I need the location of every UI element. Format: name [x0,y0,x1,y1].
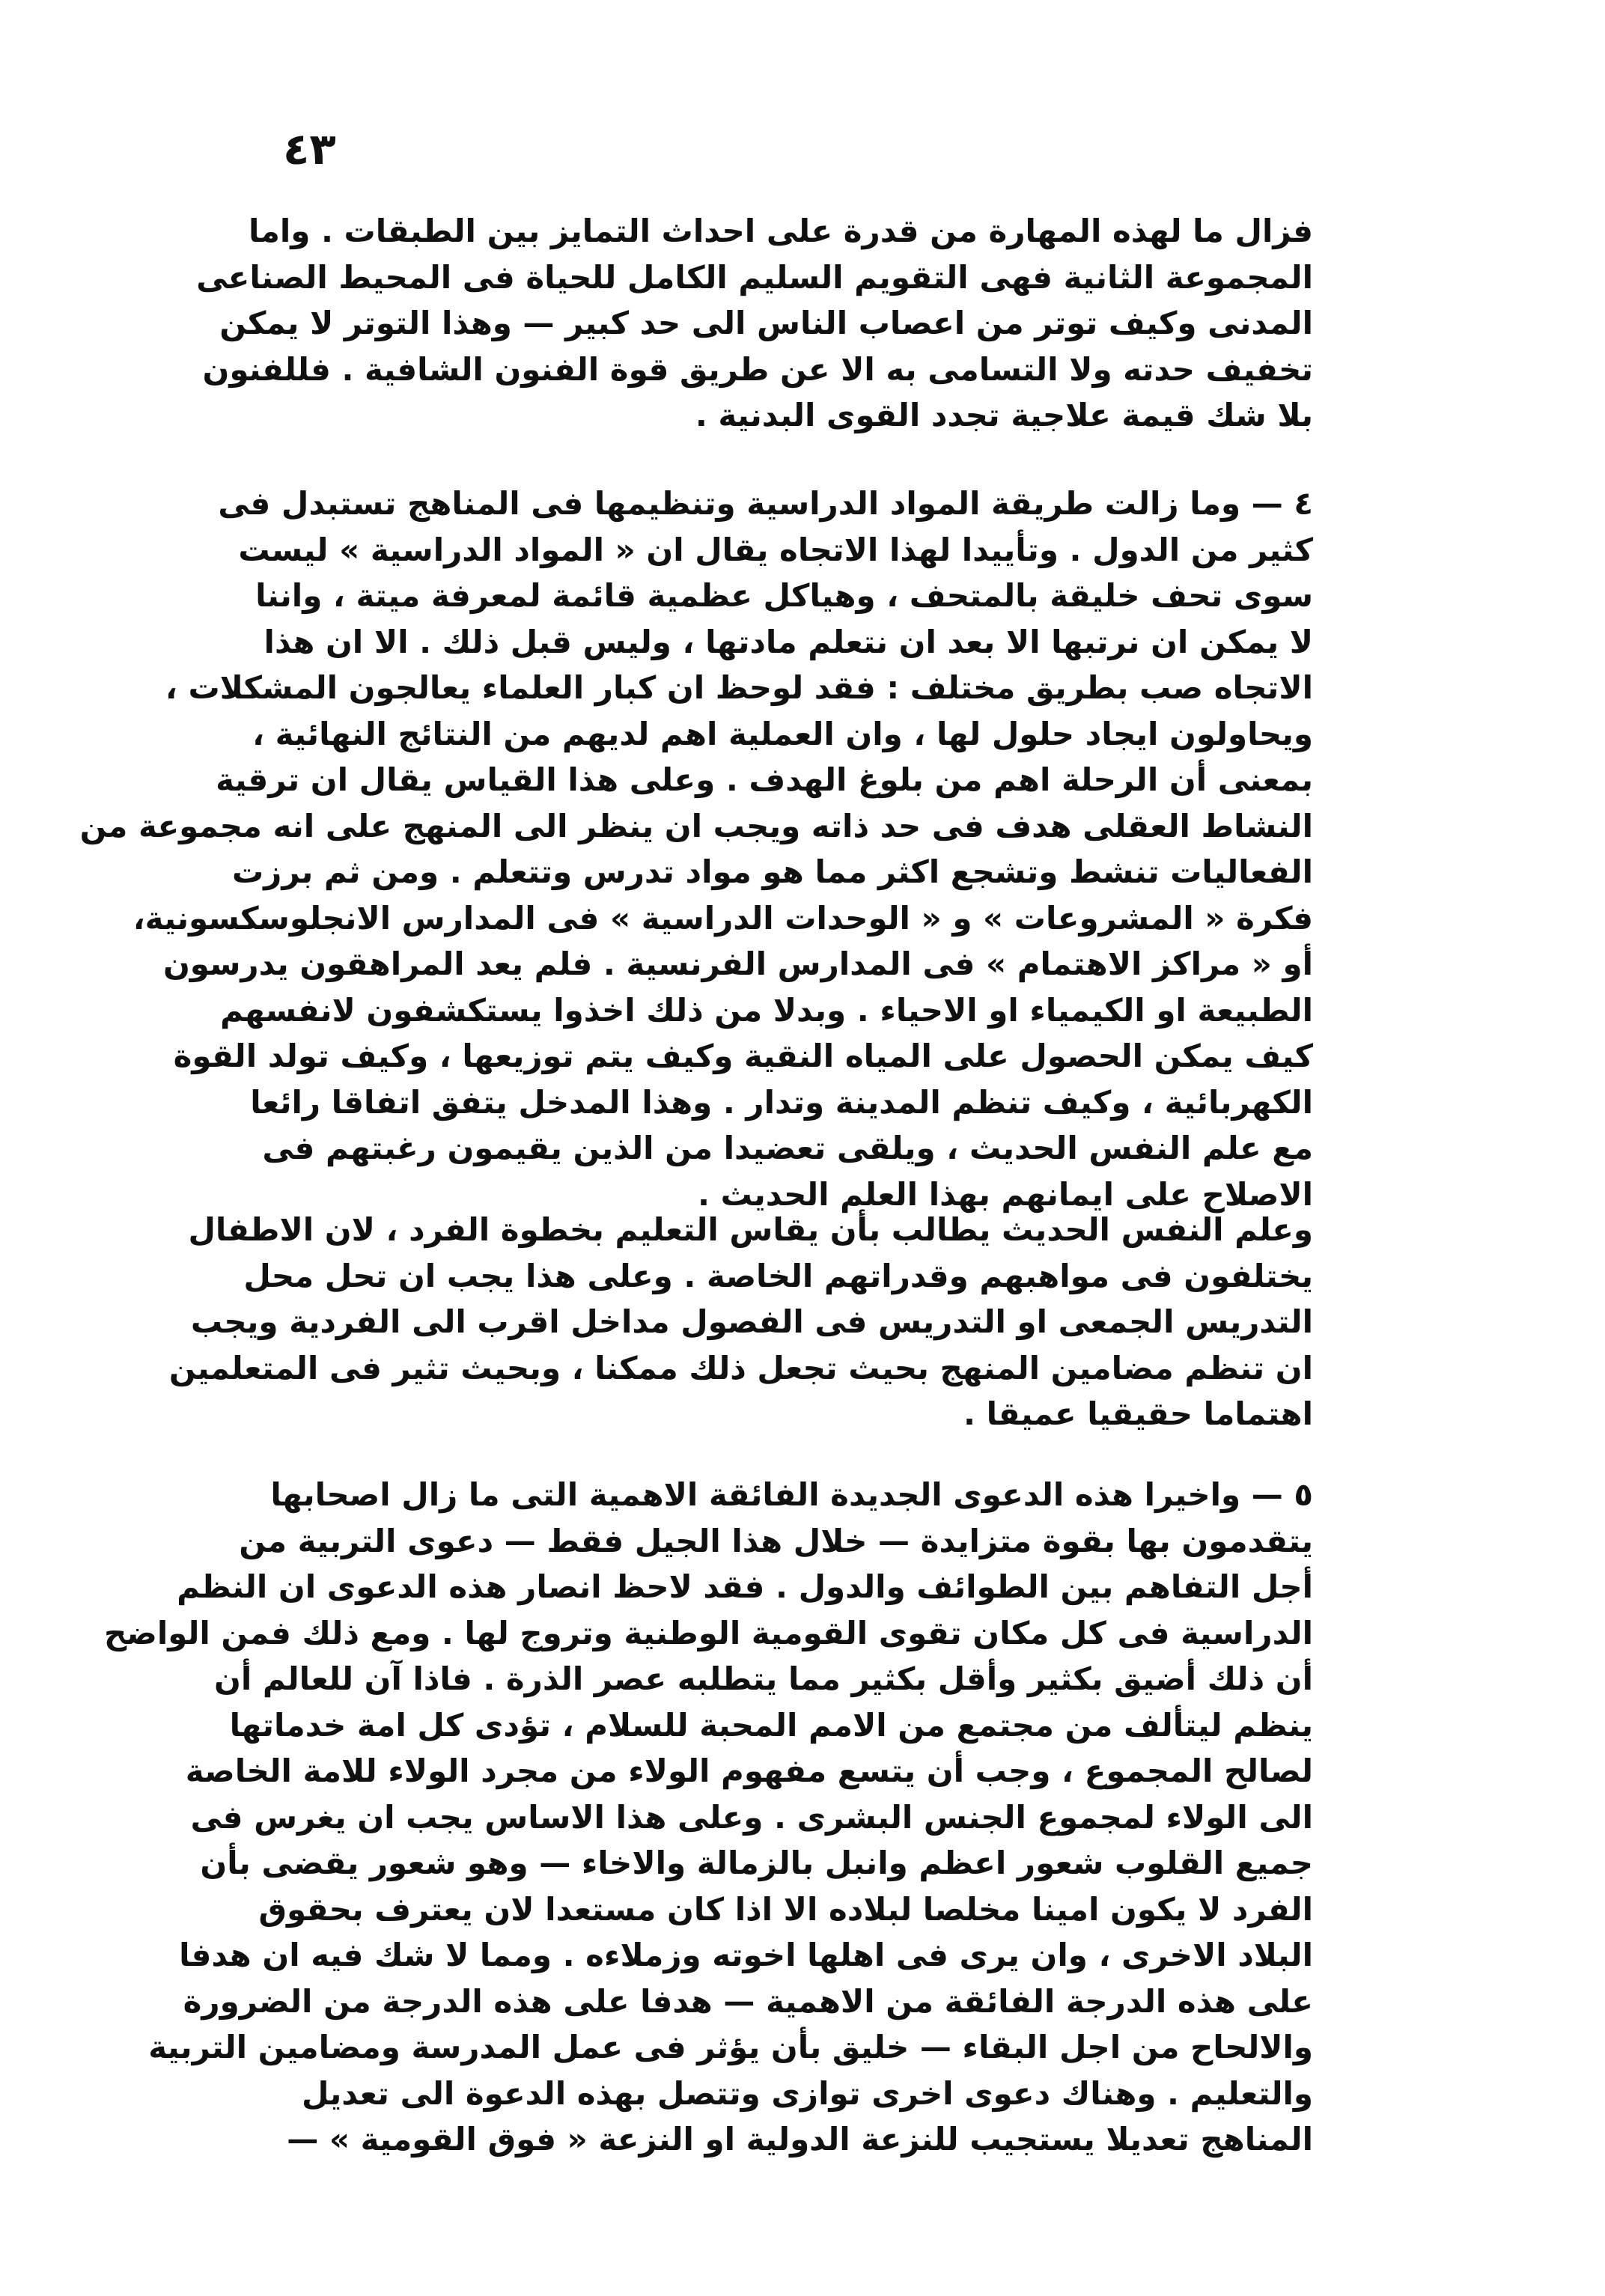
paragraph-2 [79,481,1313,1217]
text-line: أو « مراكز الاهتمام » فى المدارس الفرنسية . فلم يعد المراهقون يدرسون [162,945,1313,982]
text-line: الى الولاء لمجموع الجنس البشرى . وعلى هذا الاساس يجب ان يغرس فى [190,1798,1313,1836]
text-line: اهتماما حقيقيا عميقا . [963,1395,1313,1432]
text-line: البلاد الاخرى ، وان يرى فى اهلها اخوته وزملاءه . ومما لا شك فيه ان هدفا [179,1937,1313,1973]
text-line: الاتجاه صب بطريق مختلف : فقد لوحظ ان كبار العلماء يعالجون المشكلات ، [165,669,1313,706]
text-line: على هذه الدرجة الفائقة من الاهمية — هدفا على هذه الدرجة من الضرورة [183,1982,1313,2020]
paragraph-1 [196,208,1313,439]
text-line: أن ذلك أضيق بكثير وأقل بكثير مما يتطلبه عصر الذرة . فاذا آن للعالم أن [214,1660,1313,1697]
text-line: المناهج تعديلا يستجيب للنزعة الدولية او النزعة « فوق القومية » — [287,2121,1313,2158]
paragraph-4 [104,1472,1313,2163]
text-line: الطبيعة او الكيمياء او الاحياء . وبدلا من ذلك اخذوا يستكشفون لانفسهم [220,991,1313,1029]
text-line: المجموعة الثانية فهى التقويم السليم الكامل للحياة فى المحيط الصناعى [196,258,1313,296]
text-line: أجل التفاهم بين الطوائف والدول . فقد لاحظ انصار هذه الدعوى ان النظم [177,1568,1313,1605]
page-number: ٤٣ [283,124,336,174]
text-line: ويحاولون ايجاد حلول لها ، وان العملية اهم لديهم من النتائج النهائية ، [252,715,1313,752]
text-line: المدنى وكيف توتر من اعصاب الناس الى حد كبير — وهذا التوتر لا يمكن [219,305,1313,341]
text-line: ٤ — وما زالت طريقة المواد الدراسية وتنظيمها فى المناهج تستبدل فى [218,485,1313,522]
text-line: جميع القلوب شعور اعظم وانبل بالزمالة والاخاء — وهو شعور يقضى بأن [200,1845,1313,1881]
text-line: تخفيف حدته ولا التسامى به الا عن طريق قوة الفنون الشافية . فللفنون [202,350,1313,388]
text-line: الاصلاح على ايمانهم بهذا العلم الحديث . [698,1175,1313,1213]
text-line: التدريس الجمعى او التدريس فى الفصول مداخل اقرب الى الفردية ويجب [190,1303,1313,1340]
text-line: ٥ — واخيرا هذه الدعوى الجديدة الفائقة الاهمية التى ما زال اصحابها [270,1476,1313,1513]
text-line: وعلم النفس الحديث يطالب بأن يقاس التعليم بخطوة الفرد ، لان الاطفال [188,1211,1313,1248]
text-line: مع علم النفس الحديث ، ويلقى تعضيدا من الذين يقيمون رغبتهم فى [262,1130,1313,1166]
text-line: سوى تحف خليقة بالمتحف ، وهياكل عظمية قائمة لمعرفة ميتة ، واننا [255,577,1313,614]
text-line: يتقدمون بها بقوة متزايدة — خلال هذا الجيل فقط — دعوى التربية من [239,1522,1313,1559]
text-line: بلا شك قيمة علاجية تجدد القوى البدنية . [695,397,1313,433]
text-line: والالحاح من اجل البقاء — خليق بأن يؤثر فى عمل المدرسة ومضامين التربية [148,2029,1313,2065]
text-line: النشاط العقلى هدف فى حد ذاته ويجب ان ينظر الى المنهج على انه مجموعة من [79,807,1313,844]
text-line: والتعليم . وهناك دعوى اخرى توازى وتتصل بهذه الدعوة الى تعديل [301,2074,1313,2112]
text-line: فكرة « المشروعات » و « الوحدات الدراسية » فى المدارس الانجلوسكسونية، [133,899,1313,937]
text-line: ان تنظم مضامين المنهج بحيث تجعل ذلك ممكنا ، وبحيث تثير فى المتعلمين [168,1349,1313,1386]
text-line: ينظم ليتألف من مجتمع من الامم المحبة للسلام ، تؤدى كل امة خدماتها [229,1706,1313,1744]
text-line: الدراسية فى كل مكان تقوى القومية الوطنية وتروج لها . ومع ذلك فمن الواضح [104,1614,1313,1651]
text-line: الفرد لا يكون امينا مخلصا لبلاده الا اذا كان مستعدا لان يعترف بحقوق [258,1890,1313,1928]
text-line: كيف يمكن الحصول على المياه النقية وكيف يتم توزيعها ، وكيف تولد القوة [173,1038,1313,1074]
text-line: لصالح المجموع ، وجب أن يتسع مفهوم الولاء من مجرد الولاء للامة الخاصة [185,1753,1313,1789]
text-line: كثير من الدول . وتأييدا لهذا الاتجاه يقال ان « المواد الدراسية » ليست [238,531,1313,568]
paragraph-3 [168,1207,1313,1437]
text-line: الفعاليات تنشط وتشجع اكثر مما هو مواد تدرس وتتعلم . ومن ثم برزت [231,853,1313,890]
text-line: لا يمكن ان نرتبها الا بعد ان نتعلم مادتها ، وليس قبل ذلك . الا ان هذا [264,623,1313,660]
text-line: يختلفون فى مواهبهم وقدراتهم الخاصة . وعلى هذا يجب ان تحل محل [243,1257,1313,1294]
text-line: فزال ما لهذه المهارة من قدرة على احداث التمايز بين الطبقات . واما [249,213,1313,249]
text-line: الكهربائية ، وكيف تنظم المدينة وتدار . وهذا المدخل يتفق اتفاقا رائعا [250,1083,1313,1121]
text-line: بمعنى أن الرحلة اهم من بلوغ الهدف . وعلى هذا القياس يقال ان ترقية [216,761,1313,798]
